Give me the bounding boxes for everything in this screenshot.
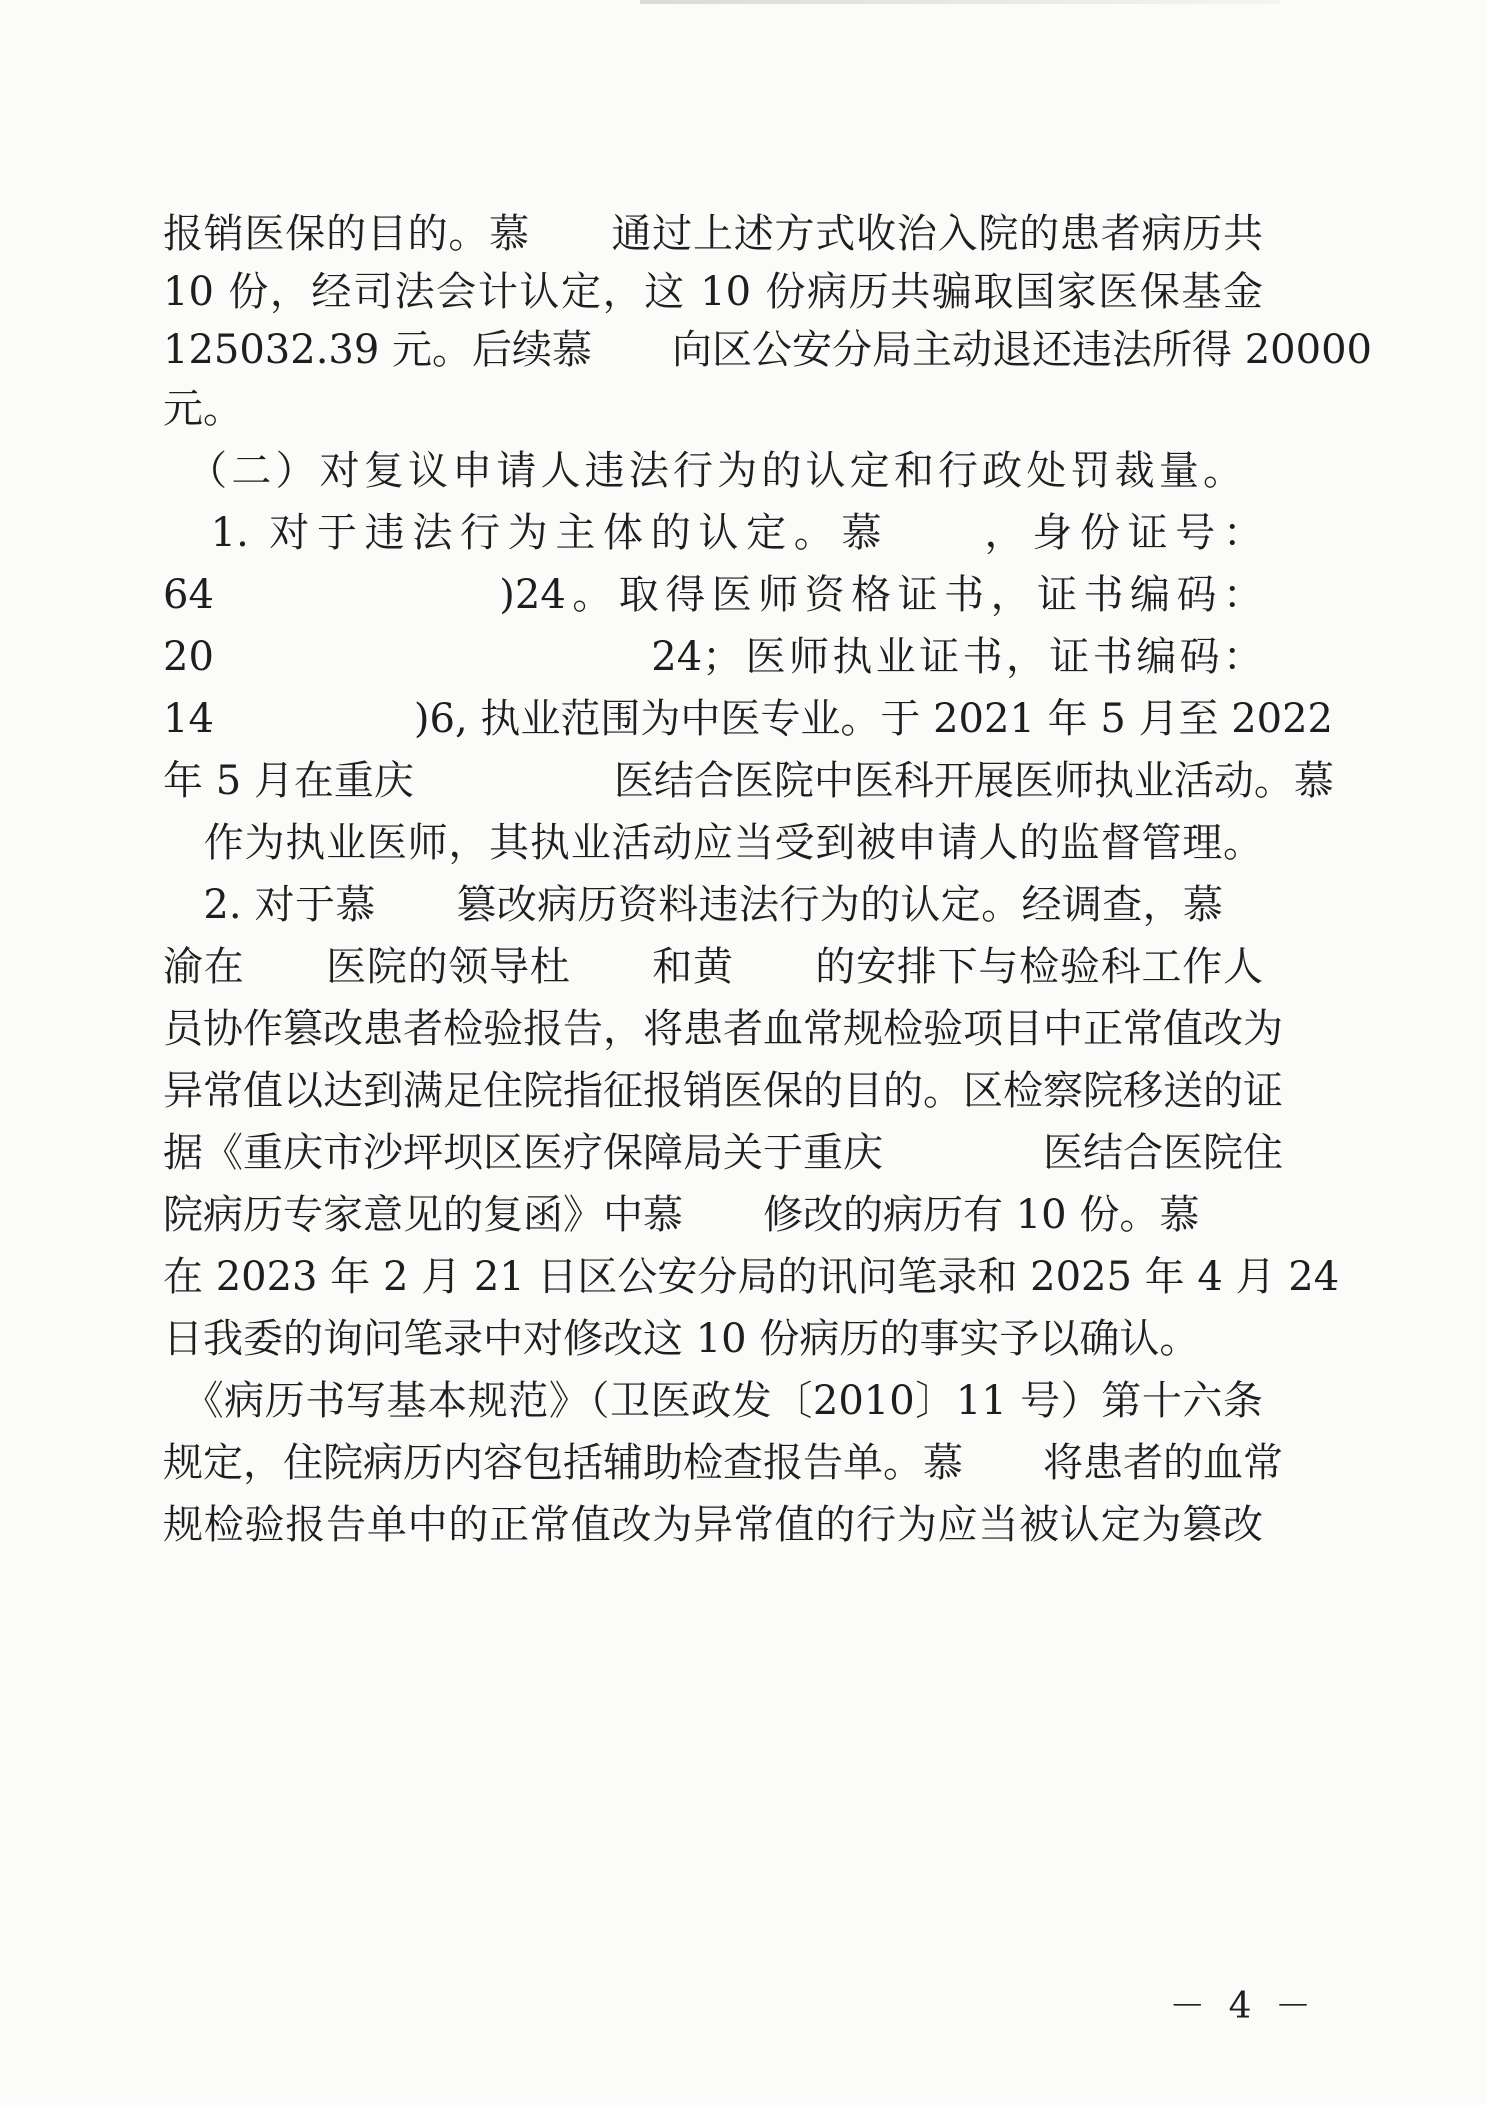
text-line: 64 )24。取得医师资格证书，证书编码： [163, 572, 1263, 618]
text-line: 规定，住院病历内容包括辅助检查报告单。慕 将患者的血常 [163, 1440, 1283, 1486]
text-line: 10 份，经司法会计认定，这 10 份病历共骗取国家医保基金 [163, 269, 1263, 315]
text-line: 《病历书写基本规范》（卫医政发〔2010〕11 号）第十六条 [163, 1378, 1263, 1424]
text-line: 作为执业医师，其执业活动应当受到被申请人的监督管理。 [163, 820, 1263, 866]
text-line: 14 )6, 执业范围为中医专业。于 2021 年 5 月至 2022 [163, 696, 1333, 742]
text-line: 渝在 医院的领导杜 和黄 的安排下与检验科工作人 [163, 944, 1263, 990]
text-line: 1. 对于违法行为主体的认定。慕 ，身份证号： [163, 510, 1263, 556]
section-heading: （二）对复议申请人违法行为的认定和行政处罚裁量。 [163, 448, 1243, 494]
text-line: 日我委的询问笔录中对修改这 10 份病历的事实予以确认。 [163, 1316, 1200, 1362]
text-line: 报销医保的目的。慕 通过上述方式收治入院的患者病历共 [163, 211, 1263, 257]
text-line: 员协作篡改患者检验报告，将患者血常规检验项目中正常值改为 [163, 1006, 1283, 1052]
text-line: 规检验报告单中的正常值改为异常值的行为应当被认定为篡改 [163, 1502, 1263, 1548]
text-line: 2. 对于慕 篡改病历资料违法行为的认定。经调查，慕 [163, 882, 1223, 928]
text-line: 20 24；医师执业证书，证书编码： [163, 634, 1263, 680]
text-line: 院病历专家意见的复函》中慕 修改的病历有 10 份。慕 [163, 1192, 1200, 1238]
scan-artifact [640, 0, 1280, 4]
page-number: － 4 － [1169, 1986, 1317, 2027]
text-line: 元。 [163, 386, 243, 432]
text-line: 异常值以达到满足住院指征报销医保的目的。区检察院移送的证 [163, 1068, 1283, 1114]
text-line: 125032.39 元。后续慕 向区公安分局主动退还违法所得 20000 [163, 327, 1372, 373]
text-line: 年 5 月在重庆 医结合医院中医科开展医师执业活动。慕 [163, 758, 1334, 804]
text-line: 在 2023 年 2 月 21 日区公安分局的讯问笔录和 2025 年 4 月 24 [163, 1254, 1340, 1300]
text-line: 据《重庆市沙坪坝区医疗保障局关于重庆 医结合医院住 [163, 1130, 1283, 1176]
